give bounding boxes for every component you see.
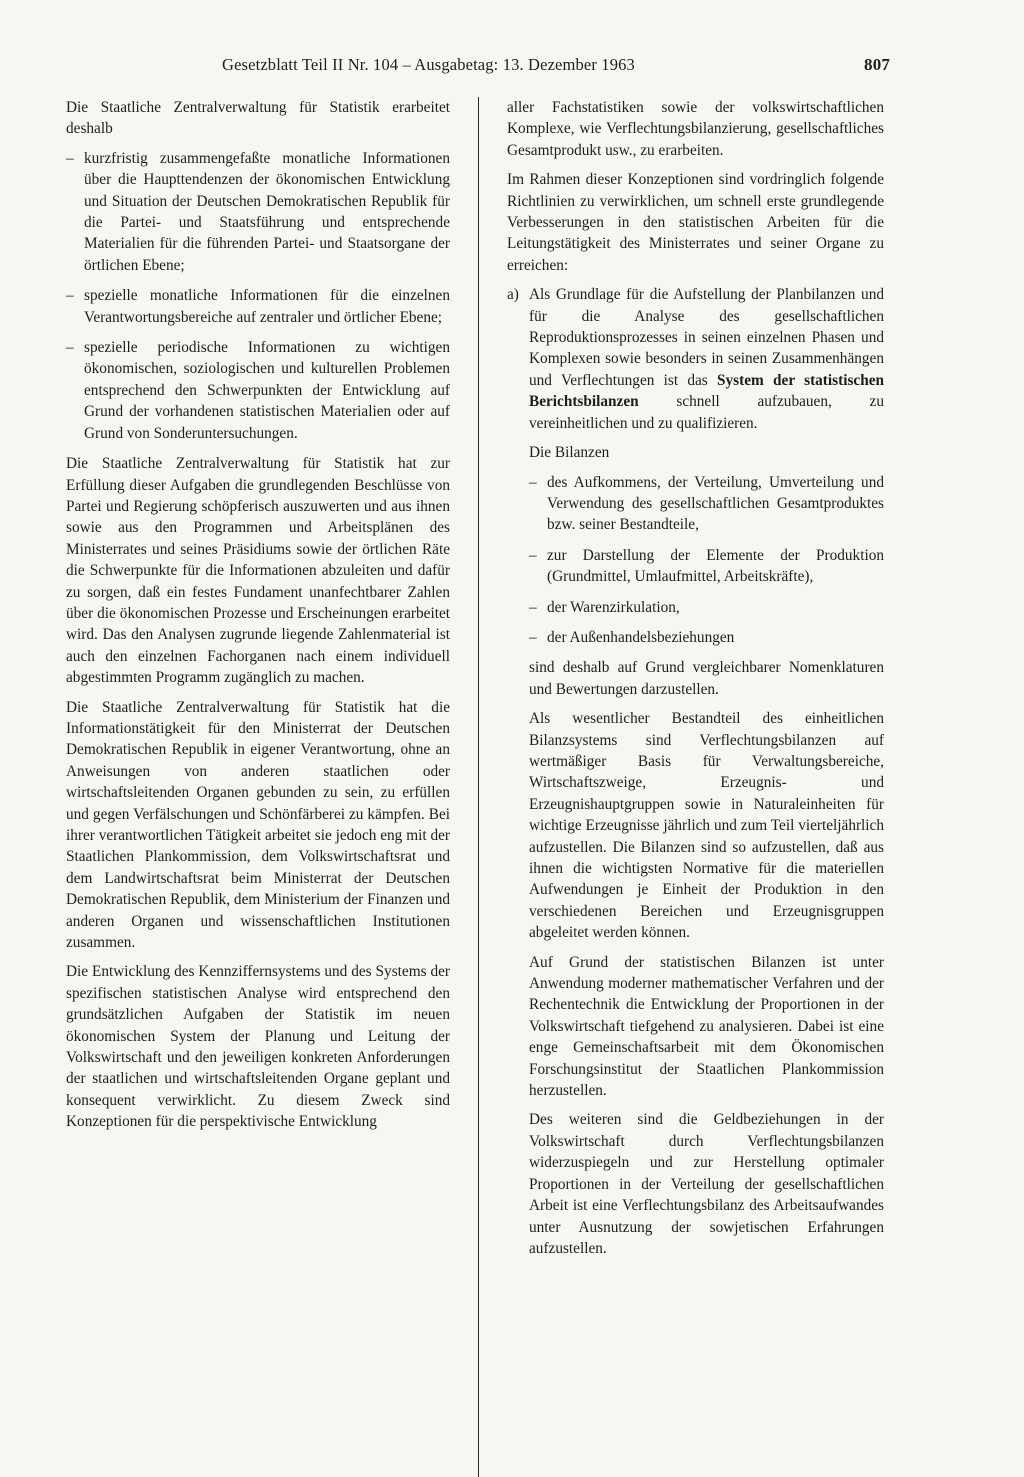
paragraph: Als wesentlicher Bestandteil des einheitlichen Bilanzsystems sind Verflechtungsbilanzen auf wertmäßiger Basis für Verwaltungsbereiche, Wirtschaftszweige, Erzeugnis- und Erzeugnishauptgruppen sowie in Naturaleinheiten für wichtige Erzeugnisse jährlich und zum Teil vierteljährlich aufzustellen. Die Bilanzen sind so aufzustellen, daß aus ihnen die wichtigsten Normative für die materiellen Aufwendungen je Einheit der Produktion in den verschiedenen Bereichen und Erzeugnisgruppen abgeleitet werden können. (529, 710, 884, 942)
dash-item: – der Außenhandelsbeziehungen (507, 627, 884, 648)
emphasized-term: System der statistischen Berichtsbilanzen (529, 371, 884, 411)
paragraph: sind deshalb auf Grund vergleichbarer Nomenklaturen und Bewertungen darzustellen. (529, 659, 884, 698)
paragraph: Die Staatliche Zentralverwaltung für Statistik hat zur Erfüllung dieser Aufgaben die grundlegenden Beschlüsse von Partei und Regierung schöpferisch auszuwerten und aus ihnen sowie aus den Programmen und Arbeitsplänen des Ministerrates und seines Präsidiums sowie der örtlichen Räte die Schwerpunkte für die Informationen abzuleiten und dafür zu sorgen, daß ein festes Fundament unanfechtbarer Zahlen über die ökonomischen Prozesse und Erscheinungen erarbeitet wird. Das den Analysen zugrunde liegende Zahlenmaterial ist auch den einzelnen Fachorganen nach einem individuell abgestimmten Programm zugänglich zu machen. (66, 455, 450, 687)
dash-item: – kurzfristig zusammengefaßte monatliche Informationen über die Haupttendenzen der ökonomischen Entwicklung und Situation der Deutschen Demokratischen Republik für die Partei- und Staatsführung und entsprechende Materialien für die führenden Partei- und Staatsorgane der örtlichen Ebene; (66, 148, 450, 276)
dash-item: – spezielle periodische Informationen zu wichtigen ökonomischen, soziologischen und kulturellen Problemen entsprechend den Schwerpunkten der Entwicklung auf Grund der vorhandenen statistischen Materialien oder auf Grund von Sonderuntersuchungen. (66, 337, 450, 444)
dash-item: – des Aufkommens, der Verteilung, Umverteilung und Verwendung des gesellschaftlichen Gesamtproduktes bzw. seiner Bestandteile, (507, 472, 884, 536)
item-text: Als Grundlage für die Aufstellung der Planbilanzen und für die Analyse des gesellschaftlichen Reproduktionsprozesses in seinen einzelnen Phasen und Komplexen sowie besonders in seinen Zusammenhängen und Verflechtungen ist das (529, 286, 884, 389)
dash-item: – zur Darstellung der Elemente der Produktion (Grundmittel, Umlaufmittel, Arbeitskräfte), (507, 545, 884, 588)
list-label: a) (507, 286, 519, 304)
paragraph: aller Fachstatistiken sowie der volkswirtschaftlichen Komplexe, wie Verflechtungsbilanzierung, gesellschaftliches Gesamtprodukt usw., zu erarbeiten. (507, 99, 884, 159)
paragraph: Im Rahmen dieser Konzeptionen sind vordringlich folgende Richtlinien zu verwirklichen, um schnell erste grundlegende Verbesserungen in den statistischen Arbeiten für die Leitungstätigkeit des Ministerrates und seiner Organe zu erreichen: (507, 171, 884, 274)
dash-item: – spezielle monatliche Informationen für die einzelnen Verantwortungsbereiche auf zentraler und örtlicher Ebene; (66, 285, 450, 328)
paragraph: Auf Grund der statistischen Bilanzen ist unter Anwendung moderner mathematischer Verfahren und der Rechentechnik die Entwicklung der Proportionen in der Volkswirtschaft tiefgehend zu analysieren. Dabei ist eine enge Gemeinschaftsarbeit mit dem Ökonomischen Forschungsinstitut der Staatlichen Plankommission herzustellen. (529, 953, 884, 1100)
paragraph: Die Staatliche Zentralverwaltung für Statistik hat die Informationstätigkeit für den Ministerrat der Deutschen Demokratischen Republik in eigener Verantwortung, ohne an Anweisungen von anderen staatlichen oder wirtschaftsleitenden Organen gebunden zu sein, zu erfüllen und gegen Verfälschungen und Schönfärberei zu kämpfen. Bei ihrer verantwortlichen Tätigkeit arbeitet sie jedoch eng mit der Staatlichen Plankommission, dem Volkswirtschaftsrat und dem Landwirtschaftsrat beim Ministerrat der Deutschen Demokratischen Republik, dem Ministerium der Finanzen und anderen Organen und wissenschaftlichen Institutionen zusammen. (66, 698, 450, 952)
intro-paragraph: Die Staatliche Zentralverwaltung für Statistik erarbeitet deshalb (66, 99, 450, 138)
bilanzen-intro: Die Bilanzen (529, 444, 610, 462)
left-column (66, 97, 450, 1141)
item-text: schnell aufzubauen, zu vereinheitlichen und zu qualifizieren. (529, 393, 884, 432)
right-column (507, 97, 884, 1267)
paragraph: Die Entwicklung des Kennziffernsystems und des Systems der spezifischen statistischen Analyse wird entsprechend den grundsätzlichen Aufgaben der Statistik im neuen ökonomischen System der Planung und Leitung der Volkswirtschaft und den jeweiligen konkreten Anforderungen der staatlichen und wirtschaftsleitenden Organe geplant und konsequent verwirklicht. Zu diesem Zweck sind Konzeptionen für die perspektivische Entwicklung (66, 963, 450, 1131)
list-item-a (507, 284, 884, 434)
paragraph: Des weiteren sind die Geldbeziehungen in der Volkswirtschaft durch Verflechtungsbilanzen widerzuspiegeln und zur Herstellung optimaler Proportionen in der Verteilung der gesellschaftlichen Arbeit ist eine Verflechtungsbilanz des Arbeitsaufwandes unter Ausnutzung der sowjetischen Erfahrungen aufzustellen. (529, 1111, 884, 1257)
column-divider (478, 97, 479, 1477)
page-header (222, 53, 890, 77)
gazette-title: Gesetzblatt Teil II Nr. 104 – Ausgabetag: 13. Dezember 1963 (222, 55, 635, 74)
dash-item: – der Warenzirkulation, (507, 597, 884, 618)
page-number: 807 (864, 55, 890, 74)
